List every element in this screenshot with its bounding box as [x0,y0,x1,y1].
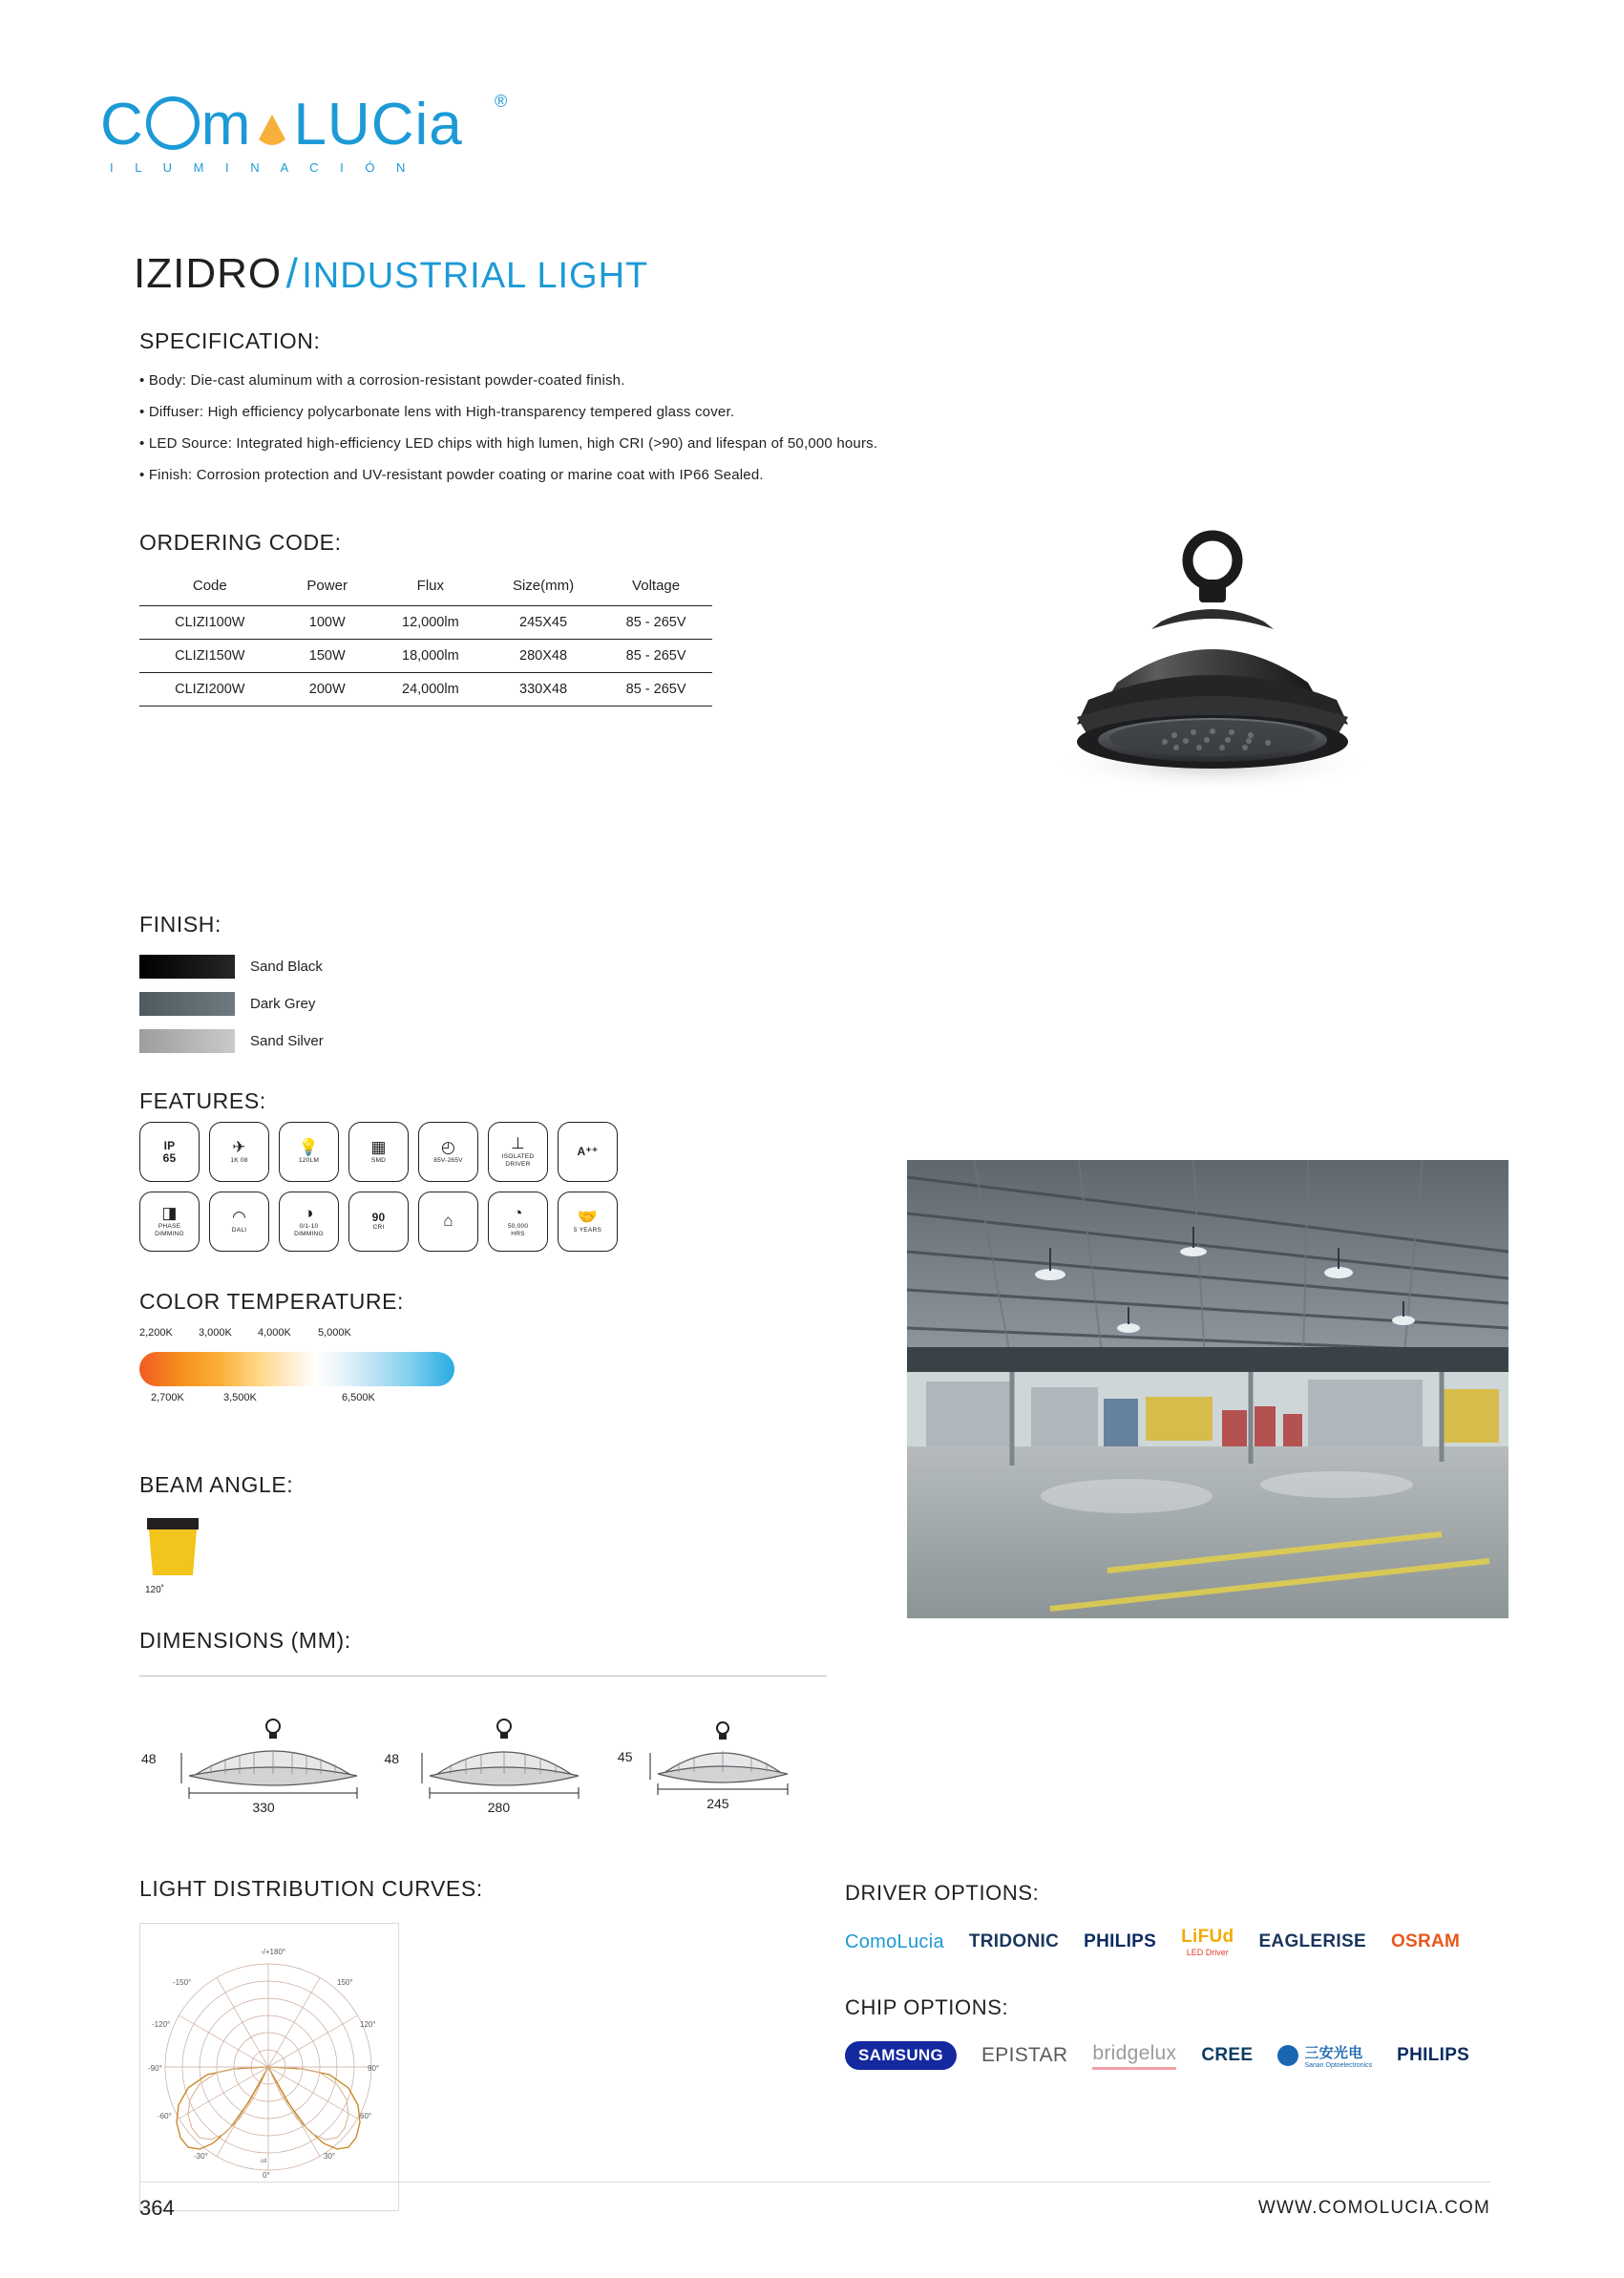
dali-icon: ◠ DALI [209,1192,269,1252]
driver-brand-row [845,1927,1551,1957]
svg-text:-120°: -120° [152,2020,171,2029]
cell-flux: 24,000lm [374,673,487,707]
ik08-icon: ✈ 1K 08 [209,1122,269,1182]
logo-letter-c: C [100,92,144,158]
ldc-heading: LIGHT DISTRIBUTION CURVES: [139,1876,483,1901]
cct-label: 2,200K [139,1327,173,1339]
brand-eaglerise: EAGLERISE [1258,1931,1366,1951]
column-header-flux: Flux [374,569,487,606]
feature-label: 120LM [298,1157,320,1165]
brand-samsung: SAMSUNG [845,2041,957,2070]
color-temperature-heading: COLOR TEMPERATURE: [139,1289,405,1314]
sanan-subtitle: Sanan Optoelectronics [1304,2062,1373,2069]
dimension-width: 245 [707,1796,729,1811]
ldc-chart-box [139,1923,399,2211]
column-header-voltage: Voltage [600,569,712,606]
product-category: INDUSTRIAL LIGHT [302,256,649,296]
cct-label: 3,500K [223,1392,257,1403]
specification-heading: SPECIFICATION: [139,328,321,353]
svg-text:120˚: 120˚ [145,1585,165,1595]
cct-label: 4,000K [258,1327,291,1339]
isolated-driver-icon: ⊥ ISOLATED DRIVER [488,1122,548,1182]
spec-item: • Diffuser: High efficiency polycarbonate lens with High-transparency tempered glass cover. [139,404,735,420]
logo-drop-icon [253,95,291,134]
brand-philips-driver: PHILIPS [1084,1931,1157,1951]
features-row-2 [139,1192,674,1252]
logo-letter-a: a [429,92,463,158]
finish-options [139,955,324,1066]
brand-cree: CREE [1201,2045,1254,2065]
brand-lifud: LiFUd LED Driver [1181,1927,1234,1957]
indoor-icon: ⌂ [418,1192,478,1252]
product-model: IZIDRO [134,250,283,297]
sanan-logo-icon [1277,2045,1298,2066]
cell-power: 100W [281,606,374,640]
features-heading: FEATURES: [139,1088,266,1113]
table-header-row [139,569,712,606]
table-row [139,606,712,640]
logo-circle-o [146,96,200,150]
chip-brand-row [845,2041,1551,2070]
dimension-width: 280 [487,1800,511,1815]
dimension-item-330 [139,1715,378,1815]
lumen-icon: 💡 120LM [279,1122,339,1182]
svg-text:120°: 120° [360,2020,376,2029]
brand-options [845,1881,1551,2102]
column-header-size: Size(mm) [487,569,600,606]
brand-osram: OSRAM [1390,1931,1461,1951]
smd-icon: ▦ SMD [348,1122,409,1182]
svg-text:-60°: -60° [158,2112,172,2120]
svg-text:-/+180°: -/+180° [261,1948,286,1956]
footer-divider [139,2182,1490,2183]
title-separator: / [285,250,298,297]
chip-options-heading: CHIP OPTIONS: [845,1995,1009,2019]
cell-code: CLIZI200W [139,673,281,707]
0-10v-dimming-icon: ◑ 0/1-10 DIMMING [279,1192,339,1252]
spec-item: • Finish: Corrosion protection and UV-resistant powder coating or marine coat with IP66 Sealed. [139,467,764,483]
feature-label: 1K 08 [230,1157,248,1165]
brand-philips-chip: PHILIPS [1397,2045,1470,2065]
application-photo [907,1160,1508,1618]
finish-heading: FINISH: [139,912,221,937]
logo-letters-luc: LUC [293,92,415,158]
finish-label: Sand Black [250,959,323,975]
table-row [139,673,712,707]
brand-epistar: EPISTAR [981,2044,1068,2066]
dimension-width: 330 [252,1800,275,1815]
feature-label: DALI [231,1227,247,1234]
finish-label: Dark Grey [250,996,316,1012]
svg-text:60°: 60° [360,2112,372,2120]
cct-label: 3,000K [199,1327,232,1339]
svg-text:-30°: -30° [194,2152,208,2161]
feature-label: 5 YEARS [573,1227,602,1234]
dimensions-group [139,1666,827,1815]
beam-angle-heading: BEAM ANGLE: [139,1472,294,1497]
voltage-icon: ◴ 85V-265V [418,1122,478,1182]
dimension-item-280 [382,1715,611,1815]
finish-swatch-sand-silver [139,1029,235,1053]
cct-gradient-bar [139,1352,454,1386]
cct-label: 5,000K [318,1327,351,1339]
ordering-code-heading: ORDERING CODE: [139,530,342,555]
spec-item: • LED Source: Integrated high-efficiency LED chips with high lumen, high CRI (>90) and lifespan of 50,000 hours. [139,435,878,452]
cell-voltage: 85 - 265V [600,606,712,640]
cell-size: 330X48 [487,673,600,707]
lifespan-icon: ◔ 50,000 HRS [488,1192,548,1252]
dimensions-heading: DIMENSIONS (MM): [139,1628,351,1653]
page-title [134,250,648,298]
features-row-1 [139,1122,674,1182]
cell-code: CLIZI150W [139,640,281,673]
brand-tridonic: TRIDONIC [968,1931,1060,1951]
cct-label: 6,500K [342,1392,375,1403]
column-header-power: Power [281,569,374,606]
cell-power: 150W [281,640,374,673]
brand-logo-text [100,91,549,158]
energy-class-icon: A⁺⁺ [558,1122,618,1182]
feature-label: CRI [372,1224,385,1231]
lifud-subtitle: LED Driver [1186,1948,1229,1957]
beam-angle-diagram [139,1516,254,1607]
brand-tagline: I L U M I N A C I Ó N [110,160,414,175]
svg-text:cd: cd [261,2159,267,2164]
ip65-icon: IP 65 [139,1122,200,1182]
footer-website: WWW.COMOLUCIA.COM [1257,2198,1490,2218]
svg-text:90°: 90° [368,2064,380,2073]
cell-voltage: 85 - 265V [600,640,712,673]
page-number: 364 [139,2196,175,2220]
driver-options-heading: DRIVER OPTIONS: [845,1881,1040,1905]
svg-text:0°: 0° [263,2171,270,2180]
dimension-height: 48 [384,1751,400,1766]
finish-option [139,955,324,979]
cell-size: 245X45 [487,606,600,640]
svg-text:-90°: -90° [148,2064,162,2073]
svg-text:-150°: -150° [173,1978,192,1987]
warranty-icon: 🤝 5 YEARS [558,1192,618,1252]
ordering-code-table [139,569,712,707]
cell-flux: 12,000lm [374,606,487,640]
column-header-code: Code [139,569,281,606]
feature-label: SMD [370,1157,387,1165]
logo-letter-i: i [414,92,430,158]
finish-label: Sand Silver [250,1033,324,1049]
table-row [139,640,712,673]
svg-text:30°: 30° [324,2152,336,2161]
logo-letter-m: m [200,92,252,158]
cell-flux: 18,000lm [374,640,487,673]
finish-option [139,992,324,1016]
feature-label: 85V-265V [433,1157,463,1165]
svg-text:150°: 150° [337,1978,353,1987]
finish-option [139,1029,324,1053]
specification-list [139,372,1199,498]
cri-icon: 90 CRI [348,1192,409,1252]
registered-mark: ® [495,92,508,111]
dimension-item-245 [616,1715,826,1811]
ldc-diagram [139,1909,399,2211]
cct-label: 2,700K [151,1392,184,1403]
features-grid [139,1122,674,1261]
cell-size: 280X48 [487,640,600,673]
brand-bridgelux: bridgelux [1092,2042,1176,2070]
cell-voltage: 85 - 265V [600,673,712,707]
cell-power: 200W [281,673,374,707]
brand-comolucia: ComoLucia [845,1930,944,1952]
phase-dimming-icon: ◨ PHASE DIMMING [139,1192,200,1252]
dimension-height: 48 [141,1751,157,1766]
brand-sanan: 三安光电 Sanan Optoelectronics [1277,2042,1372,2069]
finish-swatch-sand-black [139,955,235,979]
spec-item: • Body: Die-cast aluminum with a corrosion-resistant powder-coated finish. [139,372,625,389]
dimensions-divider [139,1676,827,1677]
dimension-height: 45 [617,1749,633,1764]
cct-bottom-labels [139,1392,454,1407]
brand-logo [100,91,549,177]
finish-swatch-dark-grey [139,992,235,1016]
color-temperature-scale [139,1327,454,1407]
cell-code: CLIZI100W [139,606,281,640]
cct-top-labels [139,1327,454,1342]
product-image [974,530,1432,864]
